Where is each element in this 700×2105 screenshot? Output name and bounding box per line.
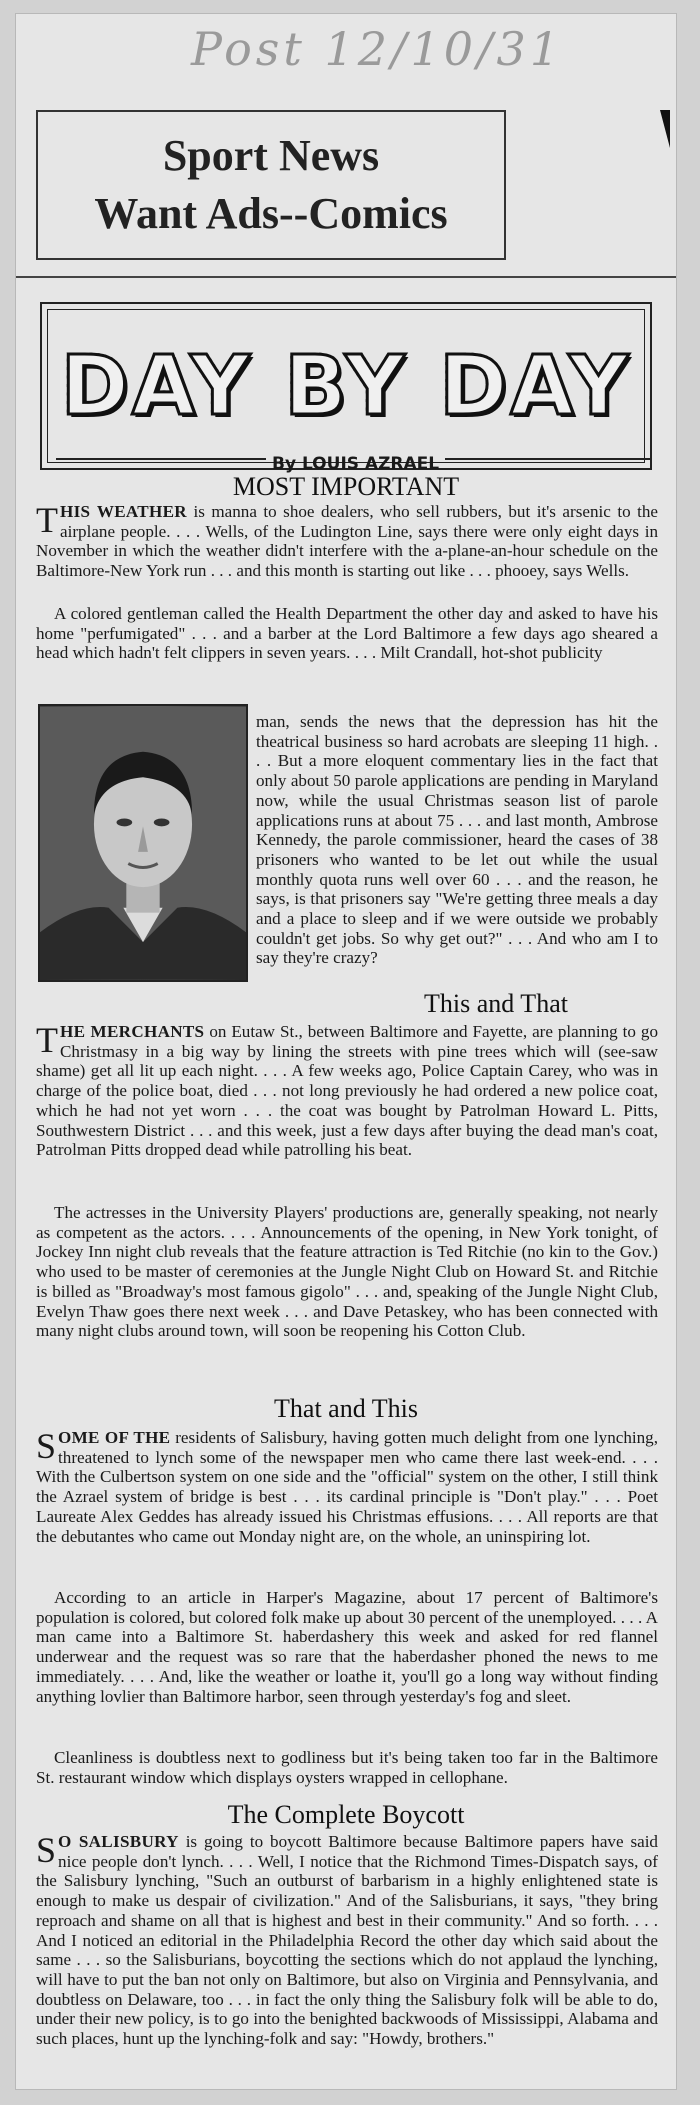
paragraph-lead: HIS WEATHER [60, 502, 187, 521]
paragraph-text: is manna to shoe dealers, who sell rubbers, but it's arsenic to the airplane people. . . . Wells, of the Ludington Line, says there were only eight days in November in which the weather didn't interfere with the a-plane-an-hour schedule on the Baltimore-New York run . . . and this month is starting out like . . . phooey, says Wells. [36, 502, 658, 581]
corner-mark [660, 110, 670, 148]
article-paragraph [36, 1832, 658, 2049]
section-heading-complete-boycott: The Complete Boycott [227, 1800, 465, 1829]
article-paragraph: A colored gentleman called the Health Department the other day and asked to have his home "perfumigated" . . . and a barber at the Lord Baltimore a few days ago sheared a head which hadn't felt clippers in seven years. . . . Milt Crandall, hot-shot publicity [36, 604, 658, 663]
section-heading-this-and-that: This and That [424, 989, 568, 1018]
paragraph-text: on Eutaw St., between Baltimore and Fayette, are planning to go Christmasy in a big way by lining the streets with pine trees which will (see-saw shame) get all lit up each night. . . . A few weeks ago, Police Captain Carey, who was in charge of the police boat, died . . . not long previously he had ordered a new police coat, which he had not yet worn . . . the coat was bought by Patrolman Howard L. Pitts, Southwestern District . . . and this week, just a few days after buying the dead man's coat, Patrolman Pitts dropped dead while patrolling his beat. [36, 1022, 658, 1160]
article-paragraph [36, 1022, 658, 1160]
paragraph-lead: O SALISBURY [58, 1832, 179, 1851]
article-paragraph [36, 502, 658, 581]
newspaper-clipping [16, 14, 676, 2089]
drop-cap: T [36, 1020, 58, 1060]
drop-cap: S [36, 1830, 57, 1870]
divider-rule [16, 276, 676, 278]
paragraph-text: residents of Salisbury, having gotten much delight from one lynching, threatened to lynch some of the newspaper men who came there last week-end. . . . With the Culbertson system on one side and the "official" system on the other, I still think the Azrael system of bridge is best . . . its cardinal principle is "Don't play." . . . Poet Laureate Alex Geddes has already issued his Christmas effusions. . . . All reports are that the debutantes who came out Monday night are, on the whole, an uninspiring lot. [36, 1428, 658, 1546]
article-paragraph [36, 1428, 658, 1546]
column-title: DAY BY DAY [60, 338, 632, 434]
section-heading-most-important: MOST IMPORTANT [232, 472, 460, 501]
byline: By LOUIS AZRAEL [272, 454, 440, 474]
author-portrait-photo [38, 704, 248, 982]
article-paragraph: Cleanliness is doubtless next to godliness but it's being taken too far in the Baltimore St. restaurant window which displays oysters wrapped in cellophane. [36, 1748, 658, 1787]
section-heading-that-and-this: That and This [274, 1394, 418, 1423]
article-paragraph: According to an article in Harper's Magazine, about 17 percent of Baltimore's population is colored, but colored folk make up about 30 percent of the unemployed. . . . A man came into a Baltimore St. haberdashery this week and asked for red flannel underwear and the request was so rare that the haberdasher phoned the news to me immediately. . . . And, like the weather or loathe it, you'll go a long way without finding anything lovlier than Baltimore harbor, seen through yesterday's fog and sleet. [36, 1588, 658, 1706]
paragraph-lead: OME OF THE [58, 1428, 171, 1447]
handwritten-date-note: Post 12/10/31 [191, 22, 564, 76]
article-paragraph: The actresses in the University Players' productions are, generally speaking, not nearly as competent as the actors. . . . Announcements of the opening, in New York tonight, of Jockey Inn night club reveals that the feature attraction is Ted Ritchie (no kin to the Gov.) who used to be master of ceremonies at the Jungle Night Club on Howard St. and Ritchie is billed as "Broadway's most famous gigolo" . . . and, speaking of the Jungle Night Club, Evelyn Thaw goes there next week . . . and Dave Petaskey, who has been connected with many night clubs around town, will soon be reopening his Cotton Club. [36, 1203, 658, 1341]
drop-cap: S [36, 1426, 57, 1466]
column-masthead [40, 302, 652, 470]
article-paragraph: man, sends the news that the depression has hit the theatrical business so hard acrobats are sleeping 11 high. . . . But a more eloquent commentary lies in the fact that only about 50 parole applications are pending in Maryland now, while the usual Christmas season list of parole applications runs at about 75 . . . and last month, Ambrose Kennedy, the parole commissioner, heard the cases of 38 prisoners who wanted to be let out while the usual monthly quota runs well over 60 . . . and the reason, he says, is that prisoners say "We're getting three meals a day and a place to sleep and if we were outside we probably couldn't get jobs. So why get out?" . . . And who am I to say they're crazy? [256, 712, 658, 968]
byline-rule-left [56, 458, 266, 470]
paragraph-text: is going to boycott Baltimore because Baltimore papers have said nice people don't lynch. . . . Well, I notice that the Richmond Times-Dispatch says, of the Salisbury lynching, "Such an outburst of barbarism in a highly enlightened state is enough to make us despair of civilization." And of the Salisburians, it says, "they bring reproach and shame on all that is highest and best in their community." And so forth. . . . And I noticed an editorial in the Philadelphia Record the other day which said about the same . . . so the Salisburians, boycotting the sections which do not applaud the lynching, will have to put the ban not only on Baltimore, but also on Virginia and Pennsylvania, and doubtless on Delaware, too . . . in fact the only thing the Salisbury folk will be able to do, under their new policy, is to go into the benighted backwoods of Mississippi, Alabama and such places, hunt up the lynching-folk and say: "Howdy, brothers." [36, 1832, 658, 2049]
banner-line-want-ads: Want Ads--Comics [94, 189, 448, 238]
paragraph-lead: HE MERCHANTS [60, 1022, 205, 1041]
section-banner [36, 110, 506, 260]
drop-cap: T [36, 500, 58, 540]
portrait-illustration [40, 706, 246, 980]
byline-rule-right [445, 458, 652, 470]
banner-line-sport-news: Sport News [162, 131, 380, 180]
masthead-frame [47, 309, 645, 463]
